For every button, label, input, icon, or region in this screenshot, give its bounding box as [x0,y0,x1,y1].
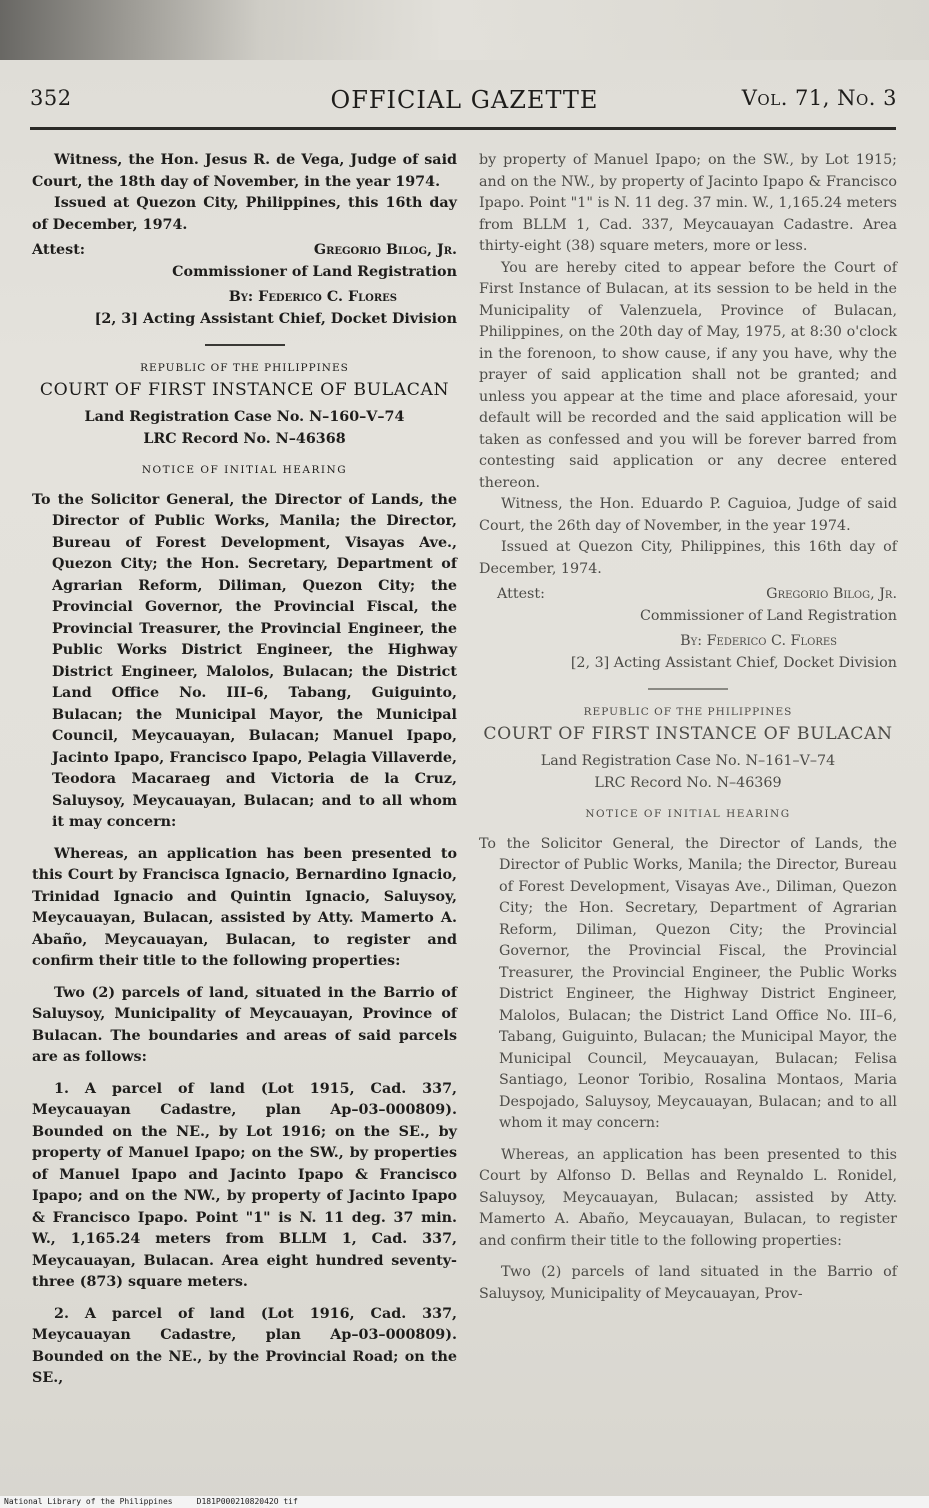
gazette-title: OFFICIAL GAZETTE [330,86,599,114]
court-heading: COURT OF FIRST INSTANCE OF BULACAN [39,379,450,400]
attest-line-2 [479,584,897,606]
notice-heading-2: NOTICE OF INITIAL HEARING [585,808,791,820]
attest-name: Gregorio Bilog, Jr. [313,242,457,258]
by-title: [2, 3] Acting Assistant Chief, Docket Division [94,310,457,327]
section-divider [205,344,285,346]
whereas-paragraph: Whereas, an application has been presented to this Court by Francisca Ignacio, Bernardino Ignacio, Trinidad Ignacio and Quintin Ignacio, Saluysoy, Meycauayan, Bulacan, assisted by Atty. Mamerto A. Abaño, Meycauayan, Bulacan, to register and confirm their title to the following properties: [32,845,457,969]
lrc-record-2: LRC Record No. N–46369 [594,774,782,791]
addressees-paragraph: To the Solicitor General, the Director of Lands, the Director of Public Works, Manila; the Director, Bureau of Forest Development, Visayas Ave., Quezon City; the Hon. Secretary, Department of Agrarian Reform, Diliman, Quezon City; the Provincial Governor, the Provincial Fiscal, the Provincial Treasurer, the Provincial Engineer, the Public Works District Engineer, the Highway District Engineer, Malolos, Bulacan; the District Land Office No. III–6, Tabang, Guiguinto, Bulacan; the Municipal Mayor, the Municipal Council, Meycauayan, Bulacan; Manuel Ipapo, Jacinto Ipapo, Francisco Ipapo, Pelagia Villaverde, Teodora Macaraeg and Victoria de la Cruz, Saluysoy, Meycauayan, Bulacan; and to all whom it may concern: [32,491,457,830]
lrc-record: LRC Record No. N–46368 [143,430,346,447]
case-number-2: Land Registration Case No. N–161–V–74 [540,753,836,769]
continued-paragraph: by property of Manuel Ipapo; on the SW., by Lot 1915; and on the NW., by property of Jacinto Ipapo & Francisco Ipapo. Point "1" is N. 11 deg. 37 min. W., 1,165.24 meters from BLLM 1, Cad. 337, Meycauayan Cadastre. Area thirty-eight (38) square meters, more or less. [479,152,897,254]
header-rule [30,127,896,130]
whereas-paragraph-2: Whereas, an application has been presented to this Court by Alfonso D. Bellas and Reynaldo L. Ronidel, Saluysoy, Meycauayan, Bulacan; assisted by Atty. Mamerto A. Abaño, Meycauayan, Bulacan, to register and confirm their title to the following properties: [479,1146,897,1249]
parcels-intro: Two (2) parcels of land, situated in the Barrio of Saluysoy, Municipality of Meycauayan, Province of Bulacan. The boundaries and areas of said parcels are as follows: [32,984,457,1065]
issued-paragraph-2: Issued at Quezon City, Philippines, this 16th day of December, 1974. [479,539,897,577]
republic-heading-2: REPUBLIC OF THE PHILIPPINES [583,706,793,718]
section-divider-2 [648,688,728,690]
by-signature-2: By: Federico C. Flores [680,633,837,649]
scan-footer: National Library of the Philippines D181P00021082042O tif [0,1496,929,1508]
attest-name-2: Gregorio Bilog, Jr. [766,586,897,602]
parcel-1: 1. A parcel of land (Lot 1915, Cad. 337, Meycauayan Cadastre, plan Ap–03–000809). Bounded on the NE., by Lot 1916; on the SE., by property of Manuel Ipapo; on the SW., by properties of Manuel Ipapo and Jacinto Ipapo & Francisco Ipapo; and on the NW., by property of Jacinto Ipapo & Francisco Ipapo. Point "1" is N. 11 deg. 37 min. W., 1,165.24 meters from BLLM 1, Cad. 337, Meycauayan, Bulacan. Area eight hundred seventy-three (873) square meters. [32,1080,457,1290]
by-signature: By: Federico C. Flores [228,289,397,305]
addressees-paragraph-2: To the Solicitor General, the Director of Lands, the Director of Public Works, Manila; the Director, Bureau of Forest Development, Visayas Ave., Diliman, Quezon City; the Hon. Secretary, Department of Agrarian Reform, Diliman, Quezon City; the Provincial Governor, the Provincial Fiscal, the Provincial Treasurer, the Provincial Engineer, the Public Works District Engineer, the Highway District Engineer, Malolos, Bulacan; the District Land Office No. III–6, Tabang, Guiguinto, Bulacan; the Municipal Mayor, the Municipal Council, Meycauayan, Bulacan; Felisa Santiago, Leonor Toribio, Rosalina Montaos, Maria Despojado, Saluysoy, Meycauayan, Bulacan; and to all whom it may concern: [479,835,897,1131]
issued-paragraph: Issued at Quezon City, Philippines, this 16th day of December, 1974. [32,195,457,233]
attest-line [32,240,457,262]
parcel-2: 2. A parcel of land (Lot 1916, Cad. 337, Meycauayan Cadastre, plan Ap–03–000809). Bounded on the NE., by the Provincial Road; on the SE., [32,1305,457,1386]
attest-title-2: Commissioner of Land Registration [639,607,897,624]
parcels-intro-2: Two (2) parcels of land situated in the Barrio of Saluysoy, Municipality of Meycauayan, Prov- [479,1264,897,1302]
left-column [32,150,457,1390]
volume-info: Vol. 71, No. 3 [741,86,897,110]
citation-paragraph: You are hereby cited to appear before the Court of First Instance of Bulacan, at its session to be held in the Municipality of Valenzuela, Province of Bulacan, Philippines, on the 20th day of May, 1975, at 8:30 o'clock in the forenoon, to show cause, if any you have, why the prayer of said application shall not be granted; and unless you appear at the time and place aforesaid, your default will be recorded and the said application will be taken as confessed and you will be forever barred from contesting said application or any decree entered thereon. [479,259,897,491]
attest-label: Attest: [32,242,86,258]
scan-shadow [0,0,929,60]
notice-heading: NOTICE OF INITIAL HEARING [141,464,348,476]
right-column [479,150,897,1305]
republic-heading: REPUBLIC OF THE PHILIPPINES [140,362,349,374]
by-title-2: [2, 3] Acting Assistant Chief, Docket Division [570,654,897,671]
case-number: Land Registration Case No. N–160–V–74 [84,409,405,425]
witness-paragraph: Witness, the Hon. Jesus R. de Vega, Judge of said Court, the 18th day of November, in the year 1974. [32,152,457,190]
attest-label-2: Attest: [497,586,545,602]
attest-title: Commissioner of Land Registration [172,263,457,280]
court-heading-2: COURT OF FIRST INSTANCE OF BULACAN [483,723,893,744]
page-number: 352 [30,86,72,110]
witness-paragraph-2: Witness, the Hon. Eduardo P. Caguioa, Judge of said Court, the 26th day of November, in the year 1974. [479,496,897,534]
